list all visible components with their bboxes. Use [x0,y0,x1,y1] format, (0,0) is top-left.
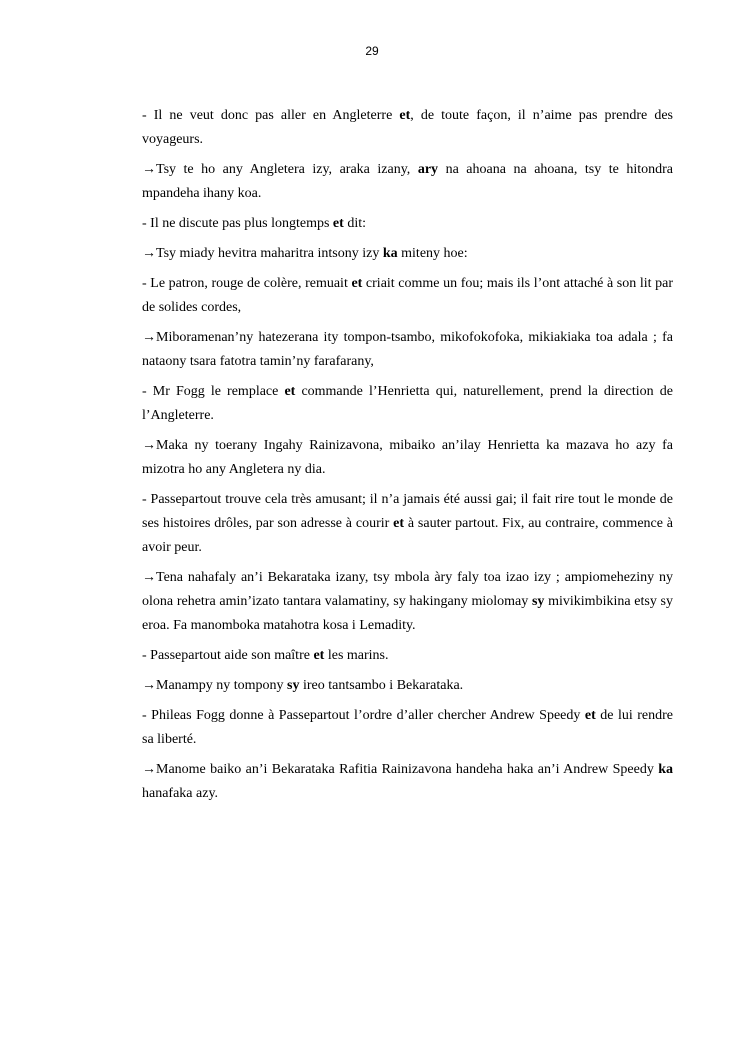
text-run: - Il ne veut donc pas aller en Angleterre [142,108,400,123]
text-run: →Tsy te ho any Angletera izy, araka izany, [142,162,418,177]
bold-connector-word: et [351,276,363,291]
page-number: 29 [365,44,379,58]
text-run: ireo tantsambo i Bekarataka. [299,678,464,693]
text-run: mivikimbikina etsy sy eroa. Fa manomboka matahotra kosa i Lemadity. [142,594,673,633]
paragraph [142,488,673,560]
paragraph [142,566,673,638]
text-run: - Passepartout aide son maître [142,648,314,663]
bold-connector-word: sy [287,678,300,693]
text-run: à sauter partout. Fix, au contraire, commence à avoir peur. [142,516,674,555]
bold-connector-word: et [584,708,596,723]
text-run: - Mr Fogg le remplace [142,384,285,399]
paragraph [142,704,673,752]
paragraph [142,212,673,236]
bold-connector-word: ka [382,246,398,261]
paragraph [142,644,673,668]
paragraph [142,758,673,806]
bold-connector-word: et [313,648,325,663]
text-run: →Miboramenan’ny hatezerana ity tompon-tsambo, mikofokofoka, mikiakiaka toa adala ; fa nataony tsara fatotra tamin’ny farafarany, [142,330,673,369]
text-run: les marins. [324,648,389,663]
text-run: de lui rendre sa liberté. [142,708,673,747]
text-run: - Phileas Fogg donne à Passepartout l’ordre d’aller chercher Andrew Speedy [142,708,585,723]
bold-connector-word: ary [417,162,439,177]
text-run: criait comme un fou; mais ils l’ont attaché à son lit par de solides cordes, [142,276,673,315]
text-run: →Manampy ny tompony [142,678,288,693]
text-run: →Tena nahafaly an’i Bekarataka izany, tsy mbola àry faly toa izao izy ; ampiomeheziny ny olona rehetra amin’izato tantara valamatiny, sy hakingany miolomay [142,570,673,609]
paragraph [142,242,673,266]
bold-connector-word: et [284,384,296,399]
text-run: - Le patron, rouge de colère, remuait [142,276,352,291]
document-body [142,104,673,812]
bold-connector-word: et [393,516,405,531]
paragraph [142,326,673,374]
paragraph [142,272,673,320]
text-run: hanafaka azy. [142,786,219,801]
bold-connector-word: ka [658,762,673,777]
bold-connector-word: et [332,216,344,231]
paragraph [142,158,673,206]
text-run: - Passepartout trouve cela très amusant; il n’a jamais été aussi gai; il fait rire tout le monde de ses histoires drôles, par son adresse à courir [142,492,673,531]
bold-connector-word: sy [531,594,545,609]
paragraph [142,380,673,428]
text-run: dit: [343,216,366,231]
text-run: - Il ne discute pas plus longtemps [142,216,333,231]
text-run: →Maka ny toerany Ingahy Rainizavona, mibaiko an’ilay Henrietta ka mazava ho azy fa mizotra ho any Angletera ny dia. [142,438,673,477]
paragraph [142,434,673,482]
text-run: commande l’Henrietta qui, naturellement, prend la direction de l’Angleterre. [142,384,673,423]
text-run: →Tsy miady hevitra maharitra intsony izy [142,246,383,261]
text-run: →Manome baiko an’i Bekarataka Rafitia Rainizavona handeha haka an’i Andrew Speedy [142,762,659,777]
text-run: na ahoana na ahoana, tsy te hitondra mpandeha ihany koa. [142,162,673,201]
paragraph [142,104,673,152]
bold-connector-word: et [399,108,411,123]
text-run: , de toute façon, il n’aime pas prendre des voyageurs. [142,108,673,147]
paragraph [142,674,673,698]
text-run: miteny hoe: [397,246,468,261]
